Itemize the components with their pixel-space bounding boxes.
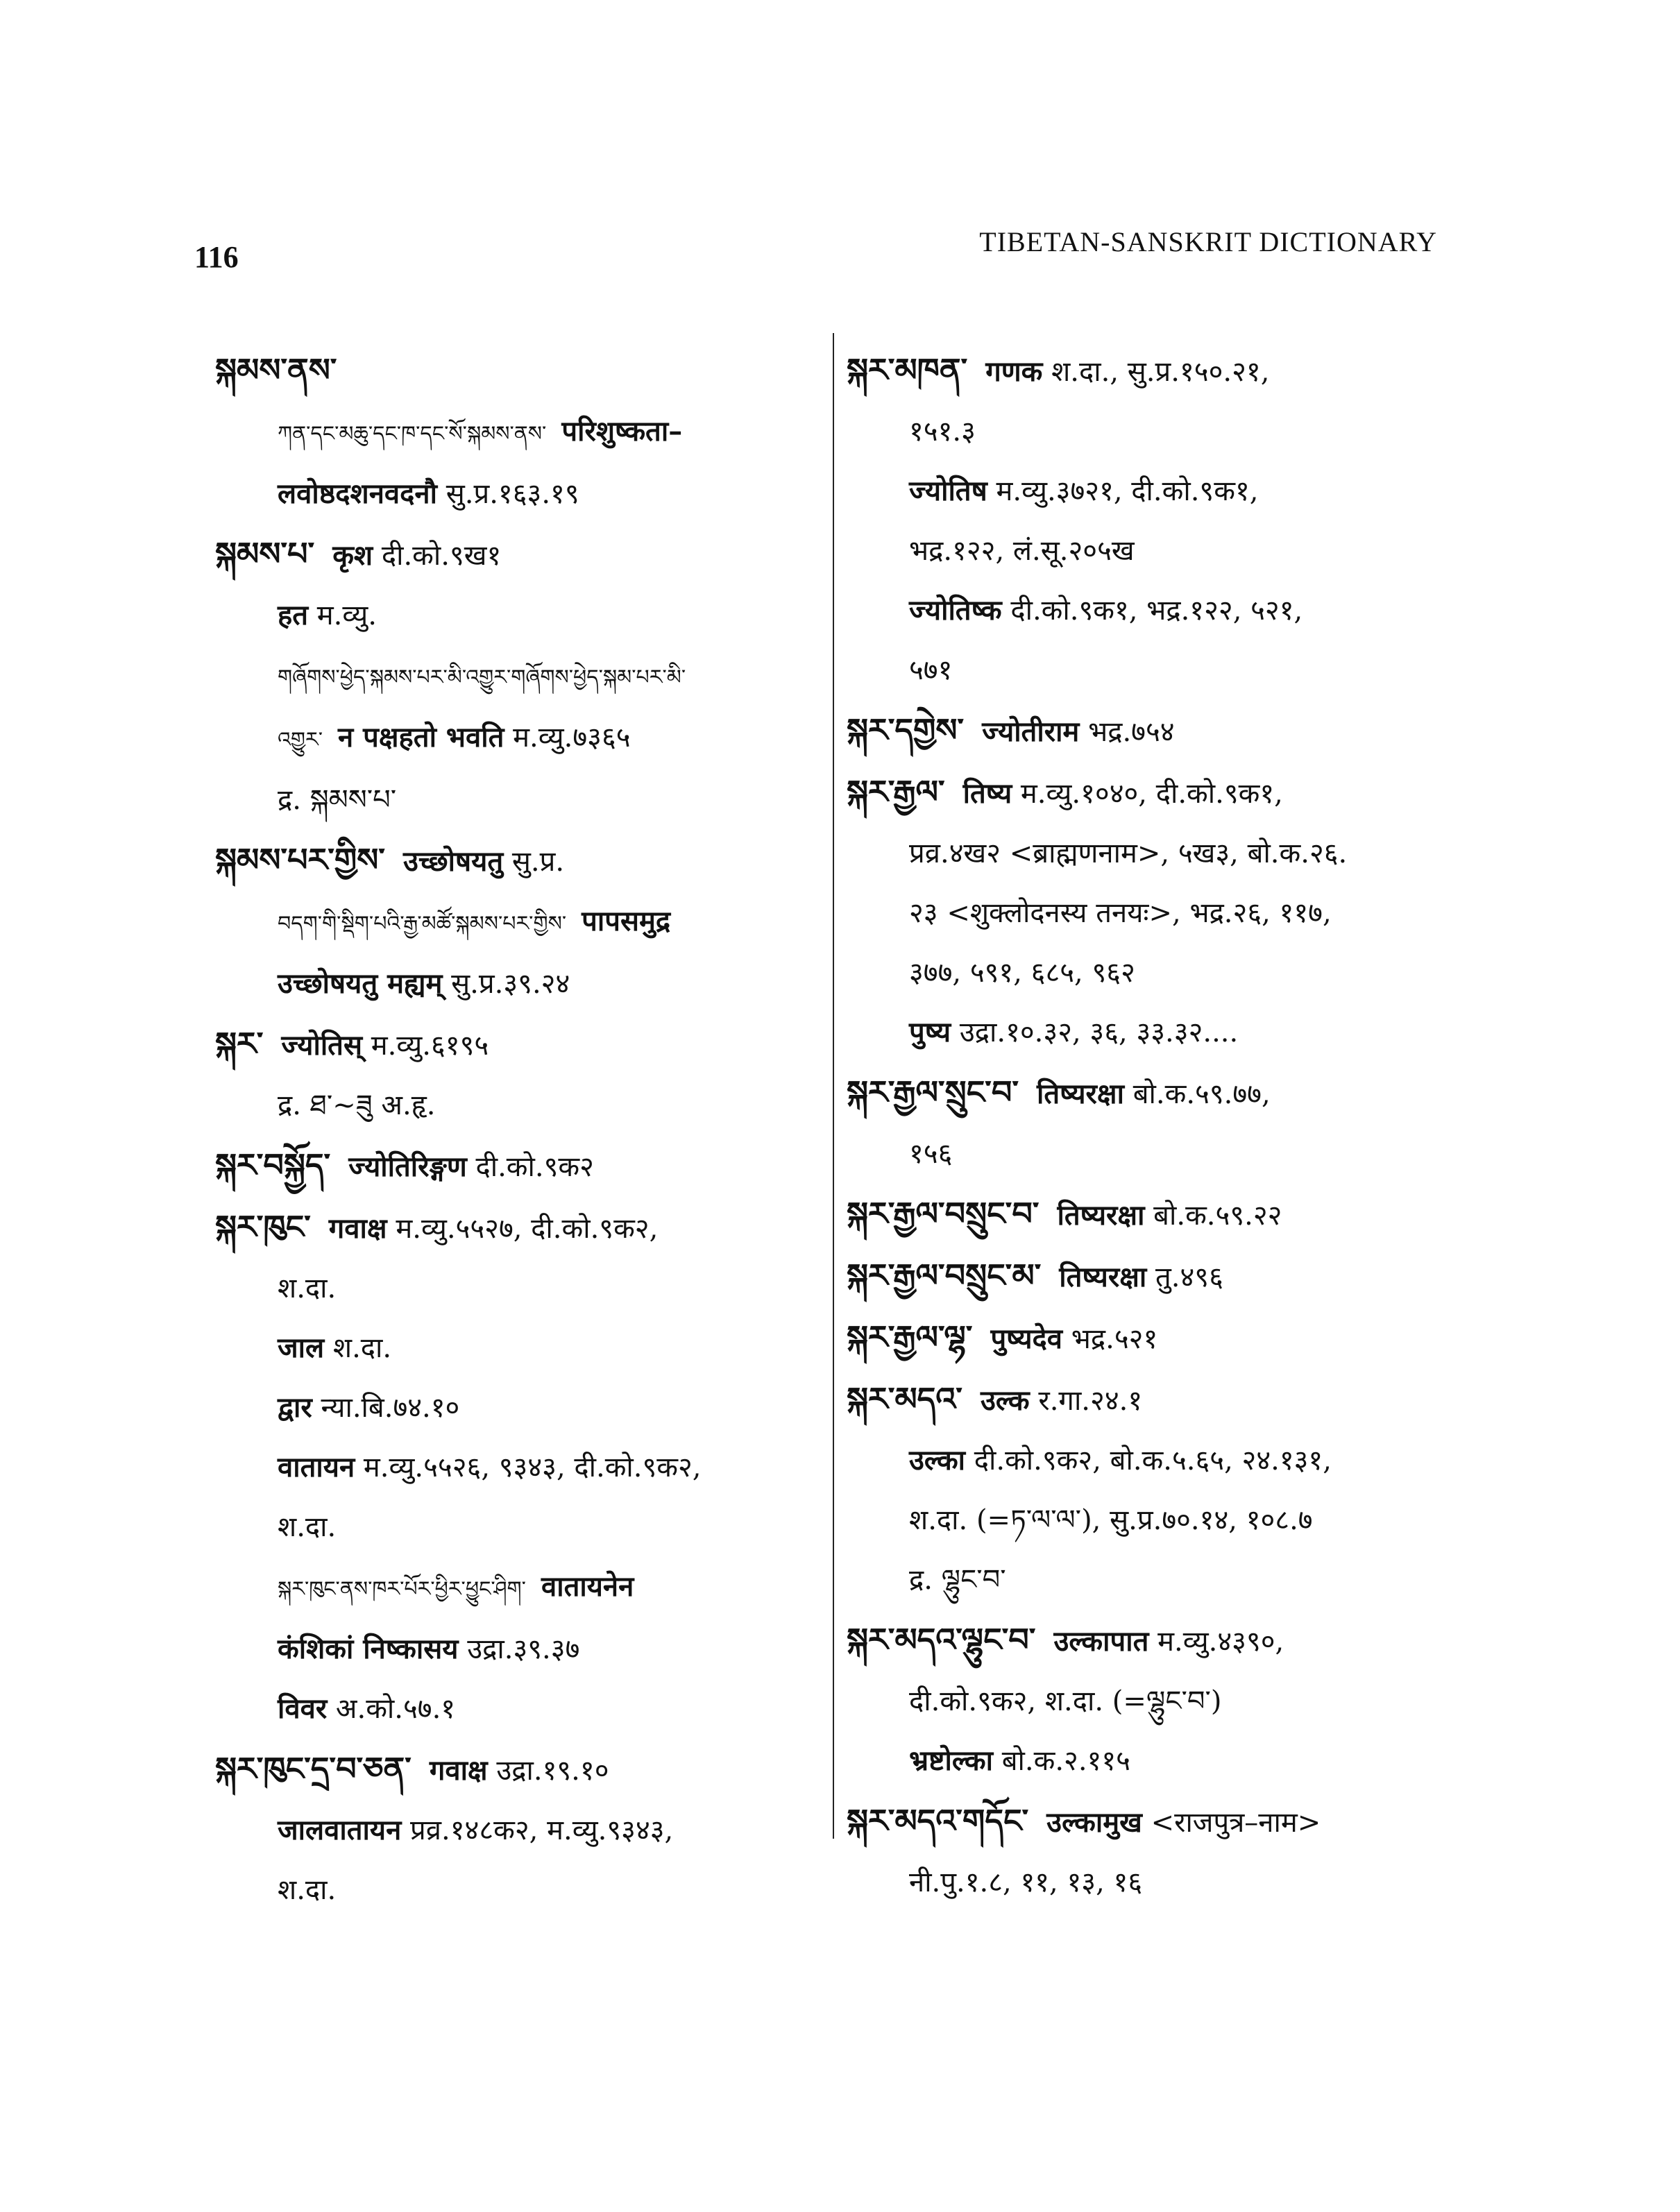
source-reference: म.व्यु. [316,599,377,631]
entry-head-line [847,700,1443,762]
entry-line [847,1490,1443,1550]
entry-head-line [215,340,826,402]
entry-line [215,954,826,1014]
tibetan-phrase: འགྱུར་ [278,728,323,752]
sanskrit-equivalent: पुष्य [909,1016,951,1048]
source-reference: दी.को.९क२, बो.क.५.६५, २४.१३१, [974,1445,1332,1477]
dictionary-entry [215,1135,826,1197]
source-reference: म.व्यु.७३६५ [513,722,631,754]
page-number: 116 [194,240,239,274]
entry-line [847,581,1443,640]
source-reference: ५७१ [909,654,953,686]
sanskrit-equivalent: गवाक्ष [429,1754,488,1787]
dictionary-entry [847,1245,1443,1307]
dictionary-entry [215,1739,826,1920]
entry-line [847,1124,1443,1184]
sanskrit-equivalent: न पक्षहतो भवति [338,721,504,754]
entry-line [847,1731,1443,1791]
dictionary-entry [215,830,826,1014]
sanskrit-equivalent: तिष्य [962,777,1012,810]
entry-line [215,1557,826,1619]
sanskrit-equivalent: द्वार [278,1391,312,1424]
tibetan-headword: སྐར་ [215,1025,264,1062]
sanskrit-equivalent: उल्का [909,1444,966,1477]
source-reference: म.व्यु.४३९०, [1157,1626,1284,1658]
entry-head-line [847,1245,1443,1307]
sanskrit-equivalent: उल्क [980,1384,1030,1417]
left-column [215,340,826,1920]
source-reference: प्रव्र.१४८क२, म.व्यु.९३४३, [410,1814,674,1846]
dictionary-entry [847,1307,1443,1369]
dictionary-entry [847,1610,1443,1791]
source-reference: उद्रा.३९.३७ [467,1633,580,1665]
entry-line [847,461,1443,521]
tibetan-headword: སྐར་ཁུང་ [215,1208,311,1245]
entry-line [847,640,1443,700]
sanskrit-equivalent: पुष्यदेव [990,1322,1063,1355]
entry-line [215,645,826,708]
tibetan-phrase: སྐར་ཁུང་ནས་ཁར་པོར་ཕྱིར་ཕྱུང་ཤིག་ [278,1577,526,1601]
sanskrit-equivalent: ज्योतिरिङ्गण [348,1150,467,1183]
sanskrit-equivalent: कंशिकां निष्कासय [278,1633,459,1665]
sanskrit-equivalent: पापसमुद्र [582,905,671,937]
sanskrit-equivalent: ज्योतिस् [281,1029,363,1062]
source-reference: म.व्यु.६१९५ [371,1030,489,1062]
entry-line [847,1550,1443,1610]
dictionary-entry [215,524,826,830]
source-reference: नी.पु.१.८, ११, १३, १६ [909,1866,1143,1898]
source-reference: तु.४९६ [1155,1261,1223,1293]
sanskrit-equivalent: उल्कामुख [1046,1806,1142,1839]
entry-line [215,892,826,954]
entry-head-line [215,524,826,586]
source-reference: १५१.३ [909,416,976,448]
entry-line [847,402,1443,461]
dictionary-entry [215,1197,826,1739]
sanskrit-equivalent: उल्कापात [1053,1625,1149,1658]
source-reference: न्या.बि.७४.१० [321,1392,460,1424]
sanskrit-equivalent: गणक [985,355,1043,388]
tibetan-headword: སྐར་མདའ་གདོང་ [847,1802,1029,1839]
source-reference: सु.प्र.३९.२४ [451,968,570,1000]
source-reference: द्र. སྐམས་པ་ [278,784,397,816]
entry-line [215,1801,826,1860]
tibetan-headword: སྐམས་ནས་ [215,351,337,389]
entry-line [847,943,1443,1003]
entry-line [215,1679,826,1739]
source-reference: द्र. ཐ་~ཟུ अ.हृ. [278,1089,436,1121]
source-reference: द्र. ལྷུང་བ་ [909,1564,1006,1596]
source-reference: म.व्यु.१०४०, दी.को.९क१, [1020,778,1283,810]
sanskrit-equivalent: जालवातायन [278,1814,402,1846]
tibetan-headword: སྐར་རྒྱལ་བསྲུང་བ་ [847,1195,1040,1232]
entry-line [215,1259,826,1318]
tibetan-headword: སྐར་མཁན་ [847,351,968,389]
source-reference: श.दा. [278,1511,337,1543]
source-reference: दी.को.९क२ [475,1151,594,1183]
entry-head-line [847,340,1443,402]
dictionary-entry [847,762,1443,1062]
dictionary-entry [847,1369,1443,1610]
entry-head-line [847,1369,1443,1431]
entry-head-line [215,1014,826,1075]
tibetan-headword: སྐམས་པར་གྱིས་ [215,841,385,878]
source-reference: दी.को.९क२, श.दा. (=ལྷུང་བ་) [909,1685,1222,1717]
dictionary-entry [215,402,826,524]
entry-head-line [847,762,1443,824]
tibetan-headword: སྐར་དགྱེས་ [847,711,965,749]
entry-head-line [847,1610,1443,1671]
entry-line [215,1378,826,1438]
entry-line [847,883,1443,943]
source-reference: श.दा. (=ཏ་ལ་ལ་), सु.प्र.७०.१४, १०८.७ [909,1504,1313,1536]
entry-line [215,1075,826,1135]
entry-line [215,1860,826,1920]
dictionary-entry [847,700,1443,762]
source-reference: २३ <शुक्लोदनस्य तनयः>, भद्र.२६, ११७, [909,897,1332,929]
tibetan-headword: སྐར་ཁུང་དྲ་བ་ཅན་ [215,1750,411,1787]
entry-head-line [215,830,826,892]
source-reference: भद्र.१२२, लं.सू.२०५ख [909,535,1135,567]
source-reference: र.गा.२४.१ [1038,1385,1143,1417]
tibetan-headword: སྐར་རྒྱལ་བསྲུང་མ་ [847,1257,1042,1294]
entry-head-line [215,1739,826,1801]
entry-line [215,1497,826,1557]
entry-line [847,1431,1443,1490]
tibetan-headword: སྐར་རྒྱལ་ [847,773,945,810]
sanskrit-equivalent: ज्योतिष [909,475,987,507]
sanskrit-equivalent: गवाक्ष [328,1212,387,1245]
source-reference: दी.को.९क१, भद्र.१२२, ५२१, [1010,595,1303,627]
source-reference: म.व्यु.३७२१, दी.को.९क१, [996,475,1259,507]
source-reference: <राजपुत्र–नाम> [1151,1807,1321,1839]
dictionary-entry [215,340,826,402]
tibetan-headword: སྐར་བསྐྱོད་ [215,1146,331,1184]
sanskrit-equivalent: वातायनेन [541,1570,634,1603]
sanskrit-equivalent: भ्रष्टोल्का [909,1744,993,1777]
entry-line [215,586,826,645]
entry-head-line [847,1307,1443,1369]
tibetan-headword: སྐར་མདའ་ [847,1380,962,1418]
dictionary-entry [847,340,1443,700]
tibetan-headword: སྐམས་པ་ [215,535,315,572]
source-reference: अ.को.५७.१ [335,1693,456,1725]
source-reference: बो.क.५९.७७, [1132,1078,1271,1110]
column-divider [833,333,834,1839]
entry-line [847,1671,1443,1731]
source-reference: बो.क.५९.२२ [1153,1200,1282,1232]
sanskrit-equivalent: उच्छोषयतु [402,845,504,878]
entry-line [847,1003,1443,1062]
entry-line [215,1318,826,1378]
entry-head-line [215,1197,826,1259]
dictionary-entry [847,1062,1443,1184]
tibetan-phrase: བདག་གི་སྡིག་པའི་རྒྱ་མཚོ་སྐམས་པར་གྱིས་ [278,912,567,936]
sanskrit-equivalent: लवोष्ठदशनवदनौ [278,477,437,510]
entry-line [215,402,826,464]
running-title: TIBETAN-SANSKRIT DICTIONARY [979,226,1437,257]
source-reference: म.व्यु.५५२६, ९३४३, दी.को.९क२, [363,1452,702,1483]
entry-line [847,824,1443,883]
entry-line [215,770,826,830]
sanskrit-equivalent: तिष्यरक्षा [1057,1199,1145,1232]
source-reference: सु.प्र.१६३.१९ [446,478,579,510]
entry-head-line [847,1062,1443,1124]
sanskrit-equivalent: ज्योतिष्क [909,594,1002,627]
sanskrit-equivalent: जाल [278,1332,325,1364]
tibetan-phrase: གཞོགས་ཕྱེད་སྐམས་པར་མི་འགྱུར་གཞོགས་ཕྱེད་སྐམ་པར་མི་ [278,665,686,690]
tibetan-headword: སྐར་མདའ་ལྷུང་བ་ [847,1621,1036,1658]
sanskrit-equivalent: उच्छोषयतु मह्यम् [278,967,443,1000]
source-reference: उद्रा.१९.१० [496,1755,609,1787]
entry-head-line [215,1135,826,1197]
sanskrit-equivalent: वातायन [278,1451,355,1483]
source-reference: म.व्यु.५५२७, दी.को.९क२, [396,1213,659,1245]
entry-line [215,464,826,524]
sanskrit-equivalent: परिशुष्कता– [561,415,683,448]
source-reference: प्रव्र.४ख२ <ब्राह्मणनाम>, ५ख३, बो.क.२६. [909,837,1348,869]
entry-line [847,1853,1443,1912]
source-reference: दी.को.९ख१ [381,540,502,572]
entry-line [215,708,826,770]
source-reference: भद्र.७५४ [1088,716,1175,748]
sanskrit-equivalent: तिष्यरक्षा [1059,1261,1147,1293]
sanskrit-equivalent: विवर [278,1692,328,1725]
source-reference: भद्र.५२१ [1071,1323,1158,1355]
sanskrit-equivalent: तिष्यरक्षा [1037,1078,1124,1110]
entry-line [215,1438,826,1497]
source-reference: ३७७, ५९१, ६८५, ९६२ [909,957,1135,989]
entry-line [847,521,1443,581]
sanskrit-equivalent: कृश [332,539,373,572]
entry-head-line [847,1184,1443,1245]
dictionary-entry [847,1184,1443,1245]
source-reference: श.दा. [332,1332,392,1364]
source-reference: श.दा. [278,1874,337,1906]
source-reference: सु.प्र. [511,846,565,878]
dictionary-entry [847,1791,1443,1912]
source-reference: बो.क.२.११५ [1001,1745,1130,1777]
entry-head-line [847,1791,1443,1853]
source-reference: श.दा., सु.प्र.१५०.२१, [1051,356,1270,388]
source-reference: १५६ [909,1138,953,1170]
dictionary-entry [215,1014,826,1135]
sanskrit-equivalent: हत [278,599,309,631]
right-column [847,340,1443,1912]
sanskrit-equivalent: ज्योतीराम [982,715,1080,748]
tibetan-phrase: ཀན་དང་མཆུ་དང་ཁ་དང་སོ་སྐམས་ནས་ [278,422,547,446]
tibetan-headword: སྐར་རྒྱལ་སྲུང་བ་ [847,1073,1019,1111]
tibetan-headword: སྐར་རྒྱལ་ལྷ་ [847,1318,973,1356]
source-reference: उद्रा.१०.३२, ३६, ३३.३२.... [959,1016,1239,1048]
entry-line [215,1619,826,1679]
source-reference: श.दा. [278,1273,337,1304]
